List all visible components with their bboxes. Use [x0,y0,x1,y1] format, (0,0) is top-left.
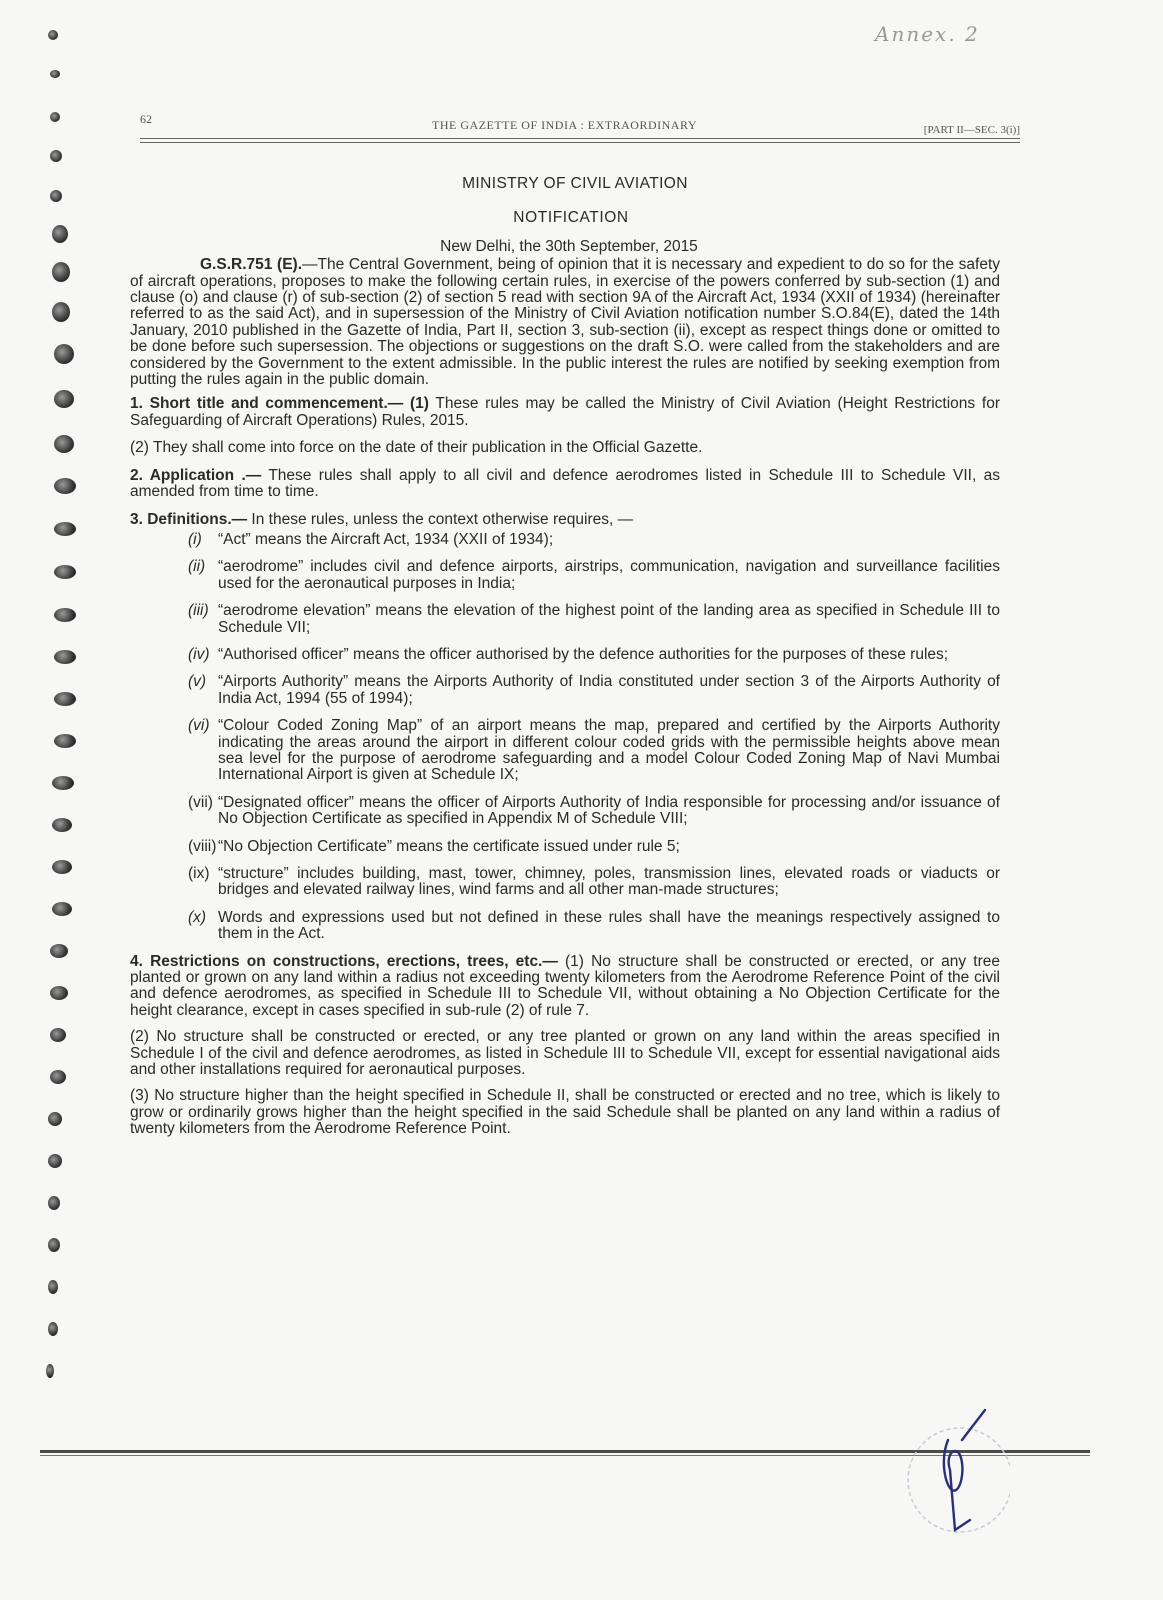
notification-title: NOTIFICATION [513,209,629,227]
binding-hole [50,1070,66,1084]
rule-2-text: These rules shall apply to all civil and defence aerodromes listed in Schedule III to Schedule VII, as amended from time to time. [130,466,1000,501]
rule-1-text: These rules may be called the Ministry of Civil Aviation (Height Restrictions for Safeguarding of Aircraft Operations) Rules, 2015. [130,395,1000,429]
binding-hole [48,1154,62,1168]
binding-hole [48,30,58,40]
definition-number: (vii) [188,793,213,811]
binding-hole [54,435,74,453]
definition-text: “Designated officer” means the officer of Airports Authority of India responsible for processing and/or issuance of No Objection Certificate as specified in Appendix M of Schedule VIII; [218,793,1000,828]
definition-text: “aerodrome elevation” means the elevation of the highest point of the landing area as specified in Schedule III to Schedule VII; [218,602,1000,636]
binding-hole [50,986,68,1000]
binding-hole [50,1028,66,1042]
preamble [130,257,1000,388]
rule-4-text: (1) No structure shall be constructed or erected, or any tree planted or grown on any land within a radius not exceeding twenty kilometers from the Aerodrome Reference Point of the civil and defence aerodromes, as specified in Schedule III to Schedule VII, without obtaining a No Objection Certificate for the height clearance, except in cases specified in sub-rule (2) of rule 7. [130,952,1000,1019]
binding-hole [54,734,76,748]
dateline: New Delhi, the 30th September, 2015 [440,237,698,255]
gazette-part: [PART II—SEC. 3(i)] [923,124,1020,136]
gsr-reference: G.S.R.751 (E). [200,256,303,274]
definition-item [188,865,1000,899]
definition-number: (ii) [188,558,206,576]
binding-hole [48,1322,58,1336]
gazette-header [140,108,1020,148]
definition-item [188,558,1000,592]
header-rule [140,138,1020,139]
spiral-binding-holes [40,30,80,1450]
binding-hole [54,522,76,536]
binding-hole [50,944,68,958]
header-rule [140,142,1020,143]
rule-1-sub-2: (2) They shall come into force on the date of their publication in the Official Gazette. [130,439,703,457]
page-number: 62 [140,112,152,126]
rule-4-heading: 4. Restrictions on constructions, erections, trees, etc.— [130,952,558,970]
definition-item [188,837,1000,855]
binding-hole [54,478,76,494]
definition-number: (x) [188,908,207,926]
binding-hole [46,1364,54,1378]
binding-hole [50,70,60,78]
definition-text: “aerodrome” includes civil and defence airports, airstrips, communication, navigation and surveillance facilities used for the aeronautical purposes in India; [218,558,1000,592]
binding-hole [54,565,76,579]
ministry-title: MINISTRY OF CIVIL AVIATION [462,175,688,192]
binding-hole [52,225,68,243]
notification-body [130,176,1000,1148]
binding-hole [48,1112,62,1126]
definitions-list [130,532,1000,943]
definition-text: “Act” means the Aircraft Act, 1934 (XXII of 1934); [218,530,554,548]
binding-hole [52,860,72,874]
binding-hole [54,344,74,364]
handwritten-annex-note: Annex. 2 [875,22,980,46]
definition-number: (iii) [188,602,209,620]
binding-hole [54,608,76,622]
binding-hole [50,190,62,202]
binding-hole [48,1280,58,1294]
handwritten-signature [900,1400,1010,1550]
definition-item [188,602,1000,636]
definition-item [188,530,1000,548]
definition-item [188,645,1000,663]
definition-text: “No Objection Certificate” means the certificate issued under rule 5; [218,837,680,855]
gazette-title: THE GAZETTE OF INDIA : EXTRAORDINARY [432,118,697,132]
definition-number: (iv) [188,645,210,663]
rule-3-heading: 3. Definitions.— [130,510,248,528]
definition-text: Words and expressions used but not defined in these rules shall have the meanings respectively assigned to them in the Act. [218,908,1000,943]
definition-text: “Colour Coded Zoning Map” of an airport means the map, prepared and certified by the Airports Authority indicating the areas around the airport in different colour coded grids with the permissible heights above mean sea level for the purpose of aerodrome safeguarding and a model Colour Coded Zoning Map of Navi Mumbai International Airport is given at Schedule IX; [218,717,1000,784]
rule-4 [130,954,1000,1020]
definition-item [188,673,1000,707]
binding-hole [50,112,60,122]
definition-text: “Airports Authority” means the Airports Authority of India constituted under section 3 of the Airports Authority of India Act, 1994 (55 of 1994); [218,673,1000,707]
binding-hole [50,150,62,162]
definition-text: “Authorised officer” means the officer authorised by the defence authorities for the purposes of these rules; [218,645,949,663]
rule-2-heading: 2. Application .— [130,466,262,484]
binding-hole [48,1196,60,1210]
preamble-text: —The Central Government, being of opinion that it is necessary and expedient to do so for the safety of aircraft operations, proposes to make the following certain rules, in exercise of the powers conferred by sub-section (1) and clause (o) and clause (r) of sub-section (2) of section 5 read with section 9A of the Aircraft Act, 1934 (XXII of 1934) (hereinafter referred to as the said Act), and in supersession of the Ministry of Civil Aviation notification number S.O.84(E), dated the 14th January, 2010 published in the Gazette of India, Part II, section 3, sub-section (ii), except as respect things done or omitted to be done before such supersession. The objections or suggestions on the draft S.O. were called from the stakeholders and are considered by the Government to the extent admissible. In the public interest the rules are notified by seeking exemption from putting the rules again in the public domain. [130,256,1000,389]
rule-4-sub-3: (3) No structure higher than the height specified in Schedule II, shall be constructed or erected and no tree, which is likely to grow or ordinarily grows higher than the height specified in the said Schedule shall be planted on any land within a radius of twenty kilometers from the Aerodrome Reference Point. [130,1087,1000,1138]
rule-1 [130,396,1000,429]
definition-number: (i) [188,530,202,548]
rule-2 [130,468,1000,501]
binding-hole [54,650,76,664]
binding-hole [52,776,74,790]
rule-1-heading: 1. Short title and commencement.— (1) [130,395,429,413]
definition-number: (v) [188,673,207,691]
definition-item [188,717,1000,784]
definition-item [188,908,1000,943]
binding-hole [52,902,72,916]
definition-number: (viii) [188,837,217,855]
rule-3 [130,512,1000,528]
definition-item [188,793,1000,828]
rule-4-sub-2: (2) No structure shall be constructed or erected, or any tree planted or grown on any land within the areas specified in Schedule I of the civil and defence aerodromes, as listed in Schedule III to Schedule VII, except for essential navigational aids and other installations required for aeronautical purposes. [130,1028,1000,1079]
definition-number: (vi) [188,717,210,735]
definition-number: (ix) [188,865,210,882]
binding-hole [48,1238,60,1252]
binding-hole [52,262,70,282]
rule-3-text: In these rules, unless the context otherwise requires, — [247,510,634,528]
binding-hole [54,692,76,706]
binding-hole [52,818,72,832]
binding-hole [52,302,70,322]
binding-hole [54,390,74,408]
definition-text: “structure” includes building, mast, tower, chimney, poles, transmission lines, elevated roads or viaducts or bridges and elevated railway lines, wind farms and all other man-made structures; [218,865,1000,899]
